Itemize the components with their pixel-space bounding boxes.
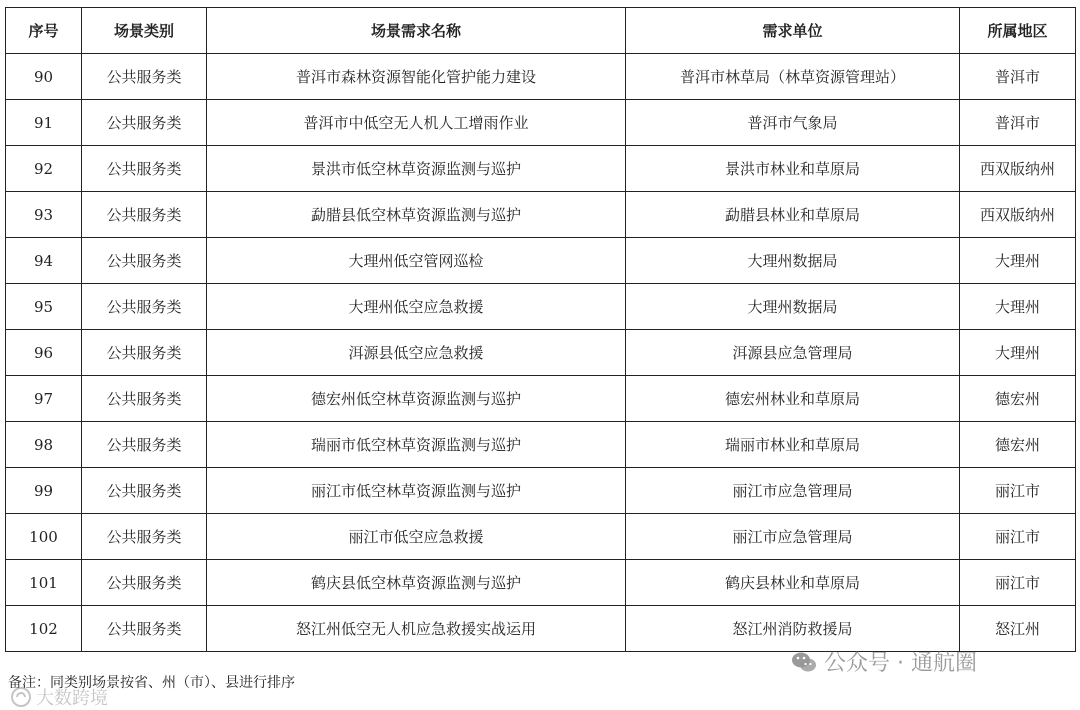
table-row <box>6 146 1076 192</box>
cell-unit: 怒江州消防救援局 <box>626 606 960 652</box>
header-unit: 需求单位 <box>626 8 960 54</box>
table-row <box>6 192 1076 238</box>
cell-category: 公共服务类 <box>82 330 207 376</box>
cell-serial: 95 <box>6 284 82 330</box>
header-region: 所属地区 <box>960 8 1076 54</box>
table-row <box>6 100 1076 146</box>
cell-scenario-name: 大理州低空应急救援 <box>207 284 626 330</box>
cell-scenario-name: 普洱市中低空无人机人工增雨作业 <box>207 100 626 146</box>
cell-scenario-name: 德宏州低空林草资源监测与巡护 <box>207 376 626 422</box>
cell-category: 公共服务类 <box>82 606 207 652</box>
cell-unit: 勐腊县林业和草原局 <box>626 192 960 238</box>
cell-region: 普洱市 <box>960 54 1076 100</box>
cell-category: 公共服务类 <box>82 560 207 606</box>
cell-scenario-name: 丽江市低空应急救援 <box>207 514 626 560</box>
cell-serial: 91 <box>6 100 82 146</box>
cell-region: 德宏州 <box>960 422 1076 468</box>
table-row <box>6 468 1076 514</box>
cell-region: 西双版纳州 <box>960 192 1076 238</box>
table-row <box>6 606 1076 652</box>
cell-region: 大理州 <box>960 238 1076 284</box>
cell-scenario-name: 普洱市森林资源智能化管护能力建设 <box>207 54 626 100</box>
cell-serial: 97 <box>6 376 82 422</box>
cell-scenario-name: 鹤庆县低空林草资源监测与巡护 <box>207 560 626 606</box>
header-scenario-name: 场景需求名称 <box>207 8 626 54</box>
cell-serial: 90 <box>6 54 82 100</box>
cell-region: 丽江市 <box>960 468 1076 514</box>
cell-category: 公共服务类 <box>82 238 207 284</box>
cell-unit: 大理州数据局 <box>626 238 960 284</box>
cell-unit: 丽江市应急管理局 <box>626 468 960 514</box>
cell-category: 公共服务类 <box>82 54 207 100</box>
header-category: 场景类别 <box>82 8 207 54</box>
cell-unit: 普洱市气象局 <box>626 100 960 146</box>
cell-region: 丽江市 <box>960 514 1076 560</box>
cell-unit: 大理州数据局 <box>626 284 960 330</box>
watermark-secondary-text: 大数跨境 <box>36 688 108 709</box>
cell-serial: 101 <box>6 560 82 606</box>
cell-serial: 102 <box>6 606 82 652</box>
cell-serial: 92 <box>6 146 82 192</box>
cell-region: 丽江市 <box>960 560 1076 606</box>
watermark-text: 公众号 · 通航圈 <box>824 651 977 676</box>
cell-scenario-name: 勐腊县低空林草资源监测与巡护 <box>207 192 626 238</box>
cell-unit: 丽江市应急管理局 <box>626 514 960 560</box>
cell-unit: 洱源县应急管理局 <box>626 330 960 376</box>
header-serial: 序号 <box>6 8 82 54</box>
cell-serial: 98 <box>6 422 82 468</box>
cell-category: 公共服务类 <box>82 422 207 468</box>
cell-category: 公共服务类 <box>82 146 207 192</box>
cell-scenario-name: 景洪市低空林草资源监测与巡护 <box>207 146 626 192</box>
cell-serial: 94 <box>6 238 82 284</box>
wechat-icon <box>790 648 818 676</box>
cell-category: 公共服务类 <box>82 284 207 330</box>
table-row <box>6 284 1076 330</box>
cell-serial: 100 <box>6 514 82 560</box>
cell-region: 怒江州 <box>960 606 1076 652</box>
cell-category: 公共服务类 <box>82 100 207 146</box>
cell-scenario-name: 洱源县低空应急救援 <box>207 330 626 376</box>
cell-scenario-name: 大理州低空管网巡检 <box>207 238 626 284</box>
cell-region: 西双版纳州 <box>960 146 1076 192</box>
cell-unit: 景洪市林业和草原局 <box>626 146 960 192</box>
table-row <box>6 560 1076 606</box>
watermark <box>790 646 977 677</box>
cell-region: 大理州 <box>960 330 1076 376</box>
table-row <box>6 54 1076 100</box>
cell-scenario-name: 瑞丽市低空林草资源监测与巡护 <box>207 422 626 468</box>
cell-scenario-name: 丽江市低空林草资源监测与巡护 <box>207 468 626 514</box>
table-row <box>6 238 1076 284</box>
table-row <box>6 514 1076 560</box>
watermark-secondary <box>10 684 108 710</box>
table-row <box>6 330 1076 376</box>
table-row <box>6 376 1076 422</box>
cell-category: 公共服务类 <box>82 468 207 514</box>
brand-icon <box>10 686 32 708</box>
cell-unit: 鹤庆县林业和草原局 <box>626 560 960 606</box>
cell-unit: 瑞丽市林业和草原局 <box>626 422 960 468</box>
cell-region: 德宏州 <box>960 376 1076 422</box>
footnote: 备注：同类别场景按省、州（市）、县进行排序 <box>8 675 295 691</box>
cell-scenario-name: 怒江州低空无人机应急救援实战运用 <box>207 606 626 652</box>
requirements-table <box>5 7 1076 652</box>
table-row <box>6 422 1076 468</box>
cell-serial: 99 <box>6 468 82 514</box>
table-header-row <box>6 8 1076 54</box>
cell-region: 普洱市 <box>960 100 1076 146</box>
cell-serial: 93 <box>6 192 82 238</box>
cell-region: 大理州 <box>960 284 1076 330</box>
cell-category: 公共服务类 <box>82 376 207 422</box>
cell-serial: 96 <box>6 330 82 376</box>
cell-unit: 德宏州林业和草原局 <box>626 376 960 422</box>
cell-category: 公共服务类 <box>82 514 207 560</box>
cell-category: 公共服务类 <box>82 192 207 238</box>
cell-unit: 普洱市林草局（林草资源管理站） <box>626 54 960 100</box>
